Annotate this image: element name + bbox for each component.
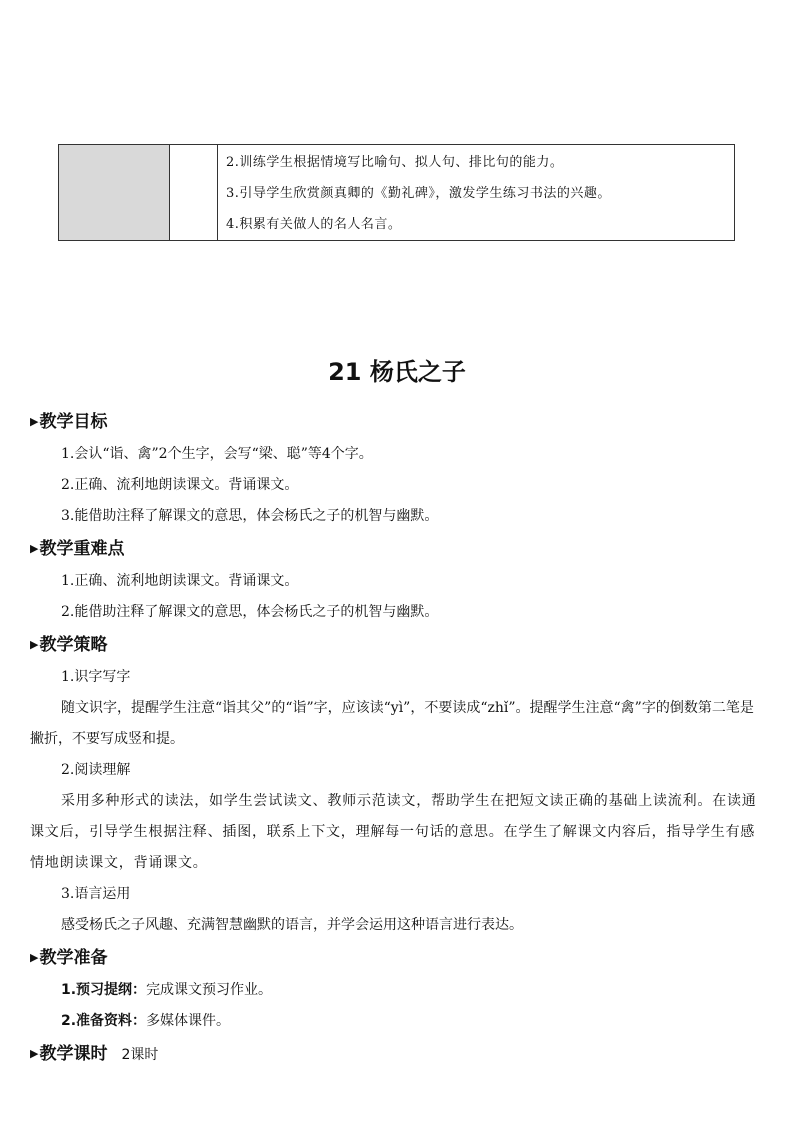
strategy-subtitle: 3.语言运用: [61, 886, 131, 902]
strategy-subtitle: 2.阅读理解: [61, 762, 131, 778]
preparation-label: 1.预习提纲：: [61, 982, 147, 998]
heading-text: 教学重难点: [39, 539, 125, 559]
strategy-paragraph: 感受杨氏之子风趣、充满智慧幽默的语言，并学会运用这种语言进行表达。: [61, 917, 523, 933]
lesson-content: [30, 405, 765, 1071]
section-heading: [30, 405, 765, 439]
preparation-item: [30, 1006, 765, 1037]
strategy-paragraph: 采用多种形式的读法，如学生尝试读文、教师示范读文，帮助学生在把短文读正确的基础上读流利。在读通课文后，引导学生根据注释、插图，联系上下文，理解每一句话的意思。在学生了解课文内容后，指导学生有感情地朗读课文，背诵课文。: [30, 793, 757, 871]
heading-text: 教学策略: [39, 635, 108, 655]
section-goals: [30, 405, 765, 532]
triangle-bullet-icon: ▶: [30, 951, 39, 964]
table-item: 4.积累有关做人的名人名言。: [226, 217, 402, 232]
heading-text: 教学课时: [39, 1044, 108, 1064]
triangle-bullet-icon: ▶: [30, 415, 39, 428]
triangle-bullet-icon: ▶: [30, 638, 39, 651]
hours-value: 2课时: [121, 1047, 159, 1063]
preparation-text: 多媒体课件。: [146, 1013, 231, 1029]
heading-text: 教学目标: [39, 412, 108, 432]
goal-item: 2.正确、流利地朗读课文。背诵课文。: [61, 477, 299, 493]
section-heading: [30, 532, 765, 566]
preparation-label: 2.准备资料：: [61, 1013, 147, 1029]
section-preparation: [30, 941, 765, 1037]
section-heading: [30, 628, 765, 662]
lesson-title: 21 杨氏之子: [328, 358, 466, 386]
goal-item: 3.能借助注释了解课文的意思，体会杨氏之子的机智与幽默。: [61, 508, 439, 524]
key-point-item: 1.正确、流利地朗读课文。背诵课文。: [61, 573, 299, 589]
table-item: 2.训练学生根据情境写比喻句、拟人句、排比句的能力。: [226, 155, 564, 170]
section-key-points: [30, 532, 765, 628]
previous-lesson-table: [58, 144, 735, 241]
table-blank-cell: [170, 145, 218, 241]
triangle-bullet-icon: ▶: [30, 542, 39, 555]
table-goals-cell: [218, 145, 735, 241]
preparation-item: [30, 975, 765, 1006]
table-label-cell: [59, 145, 170, 241]
section-hours: [30, 1037, 765, 1071]
section-heading: [30, 941, 765, 975]
section-strategy: [30, 628, 765, 941]
goal-item: 1.会认“诣、禽”2个生字，会写“梁、聪”等4个字。: [61, 446, 373, 462]
preparation-text: 完成课文预习作业。: [146, 982, 273, 998]
heading-text: 教学准备: [39, 948, 108, 968]
triangle-bullet-icon: ▶: [30, 1047, 39, 1060]
section-heading: [30, 1037, 765, 1071]
key-point-item: 2.能借助注释了解课文的意思，体会杨氏之子的机智与幽默。: [61, 604, 439, 620]
table-item: 3.引导学生欣赏颜真卿的《勤礼碑》，激发学生练习书法的兴趣。: [226, 186, 611, 201]
strategy-subtitle: 1.识字写字: [61, 669, 131, 685]
strategy-paragraph: 随文识字，提醒学生注意“诣其父”的“诣”字，应该读“yì”，不要读成“zhǐ”。提醒学生注意“禽”字的倒数第二笔是撇折，不要写成竖和提。: [30, 700, 754, 747]
